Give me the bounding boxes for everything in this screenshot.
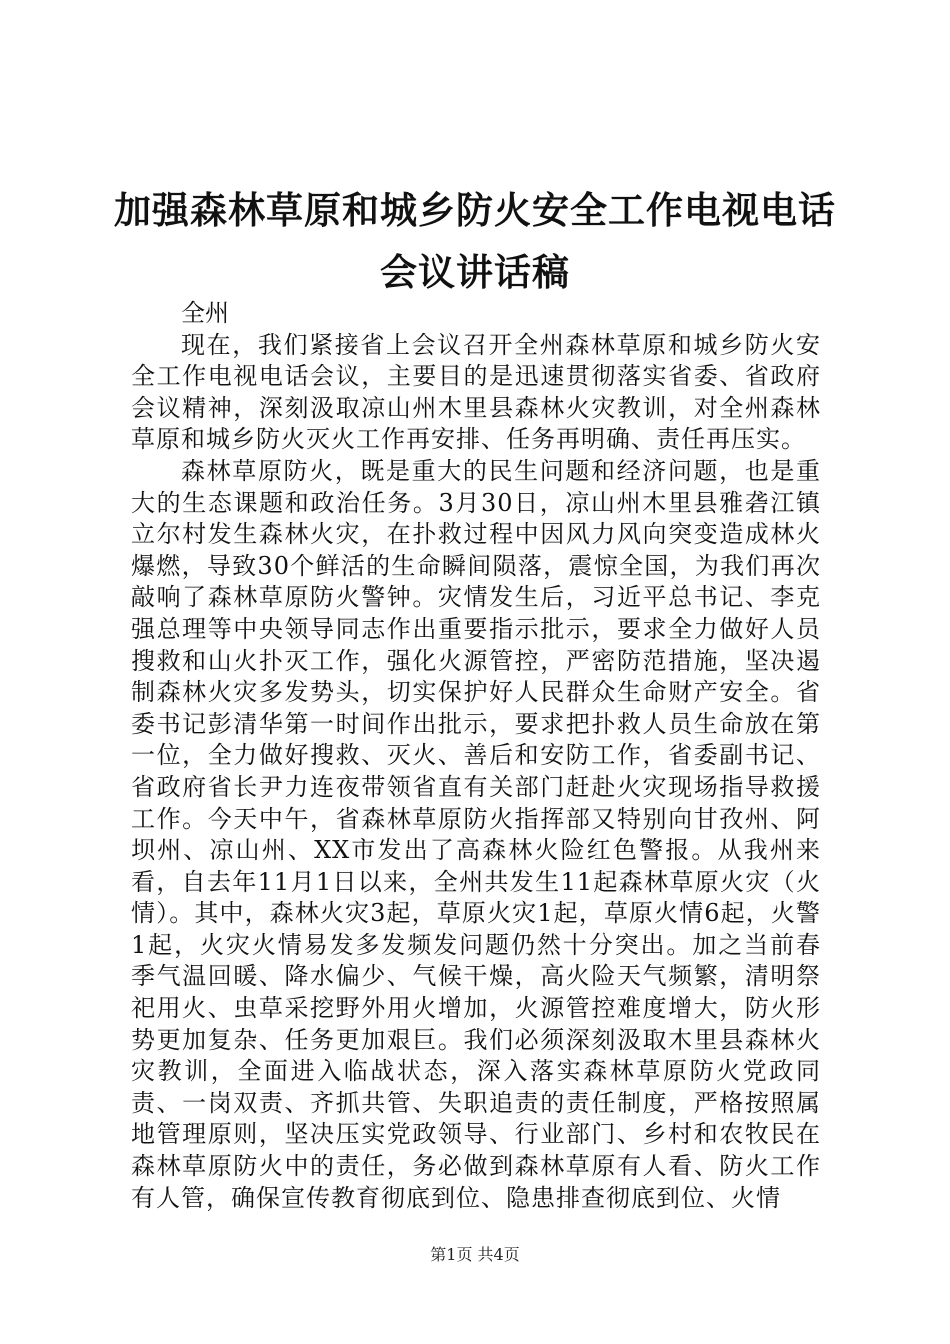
document-title: 加强森林草原和城乡防火安全工作电视电话会议讲话稿 [114,189,836,294]
paragraph-1: 现在，我们紧接省上会议召开全州森林草原和城乡防火安全工作电视电话会议，主要目的是迅速贯彻落实省委、省政府会议精神，深刻汲取凉山州木里县森林火灾教训，对全州森林草原和城乡防火灭火工作再安排、任务再明确、责任再压实。 [131,330,821,454]
document-body [131,298,821,1214]
salutation: 全州 [181,299,229,327]
paragraph-2: 森林草原防火，既是重大的民生问题和经济问题，也是重大的生态课题和政治任务。3月30日，凉山州木里县雅砻江镇立尔村发生森林火灾，在扑救过程中因风力风向突变造成林火爆燃，导致30个鲜活的生命瞬间陨落，震惊全国，为我们再次敲响了森林草原防火警钟。灾情发生后，习近平总书记、李克强总理等中央领导同志作出重要指示批示，要求全力做好人员搜救和山火扑灭工作，强化火源管控，严密防范措施，坚决遏制森林火灾多发势头，切实保护好人民群众生命财产安全。省委书记彭清华第一时间作出批示，要求把扑救人员生命放在第一位，全力做好搜救、灭火、善后和安防工作，省委副书记、省政府省长尹力连夜带领省直有关部门赶赴火灾现场指导救援工作。今天中午，省森林草原防火指挥部又特别向甘孜州、阿坝州、凉山州、XX市发出了高森林火险红色警报。从我州来看，自去年11月1日以来，全州共发生11起森林草原火灾（火情）。其中，森林火灾3起，草原火灾1起，草原火情6起，火警1起，火灾火情易发多发频发问题仍然十分突出。加之当前春季气温回暖、降水偏少、气候干燥，高火险天气频繁，清明祭祀用火、虫草采挖野外用火增加，火源管控难度增大，防火形势更加复杂、任务更加艰巨。我们必须深刻汲取木里县森林火灾教训，全面进入临战状态，深入落实森林草原防火党政同责、一岗双责、齐抓共管、失职追责的责任制度，严格按照属地管理原则，坚决压实党政领导、行业部门、乡村和农牧民在森林草原防火中的责任，务必做到森林草原有人看、防火工作有人管，确保宣传教育彻底到位、隐患排查彻底到位、火情 [131,456,821,1212]
page-footer: 第1页 共4页 [430,1245,520,1264]
